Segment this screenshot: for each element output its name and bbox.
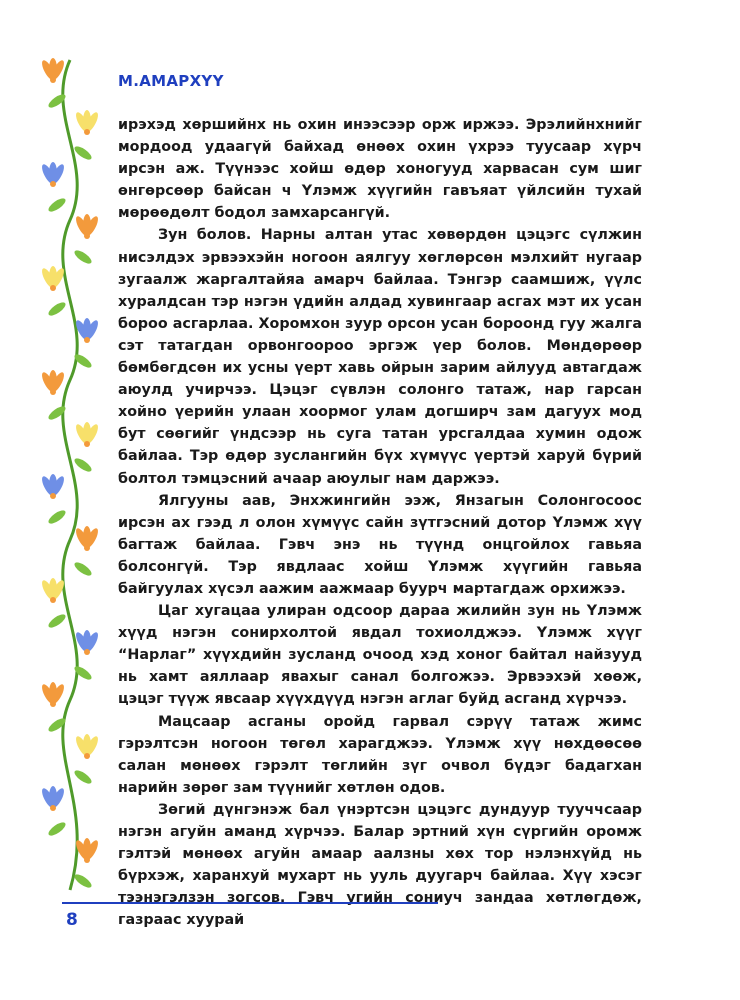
flower-icon [40,578,67,603]
flower-icon [40,474,67,499]
paragraph: Зун болов. Нарны алтан утас хөвөрдөн цэцэгс сүлжин нисэлдэх эрвээхэйн ногоон аялгуу хөглөрсөн мэлхийт нугаар зугаалж жаргалтайяа амарч байлаа. Тэнгэр саамшиж, үүлс хуралдсан тэр нэгэн үдийн алдад хувингаар асгах мэт их усан бороо асгарлаа. Хоромхон зуур орсон усан бороонд гуу жалга сэт татагдан орвонгоороо эргэж үер болов. Мөндөрөөр бөмбөгдсөн их усны үерт хавь ойрын зарим айлууд автагдаж аюулд учирчээ. Цэцэг сүвлэн солонго татаж, нар гарсан хойно үерийн улаан хоормог улам догширч зам дагуух мод бут сөөгийг үндсээр нь суга татан урсгалдаа хумин одож байлаа. Тэр өдөр зуслангийн бүх хүмүүс үертэй харуй бүрий болтол тэмцэсний ачаар аюулыг нам даржээ. [118,227,642,487]
leaf-icon [47,820,68,838]
leaf-icon [47,508,68,526]
flower-icon [74,214,101,239]
leaf-icon [73,560,94,578]
paragraph: ирэхэд хөршийнх нь охин инээсээр орж иржээ. Эрэлийнхнийг мордоод удаагүй байхад өнөөх охин үхрээ туусаар хүрч ирсэн аж. Түүнээс хойш өдөр хоногууд харвасан сум шиг өнгөрсөөр байсан ч Үлэмж хүүгийн гавъяат үйлсийн тухай мөрөөдөлт бодол замхарсангүй. [118,117,642,222]
flower-icon [40,370,67,395]
leaf-icon [47,612,68,630]
leaf-icon [73,768,94,786]
leaf-icon [47,300,68,318]
flower-icon [40,682,67,707]
author-header: М.АМАРХҮҮ [118,72,224,90]
page-number: 8 [66,910,78,930]
paragraph: Зөгий дүнгэнэж бал үнэртсэн цэцэгс дундуур тууччсаар нэгэн агуйн аманд хүрчээ. Балар эртний хүн сүргийн оромж гэлтэй мөнөөх агуйн амаар аалзны хөх тор нэлэнхүйд нь бүрхэж, харанхуй мухарт нь ууль дуугарч байлаа. Хүү хэсэг тээнэгэлзэн зогсов. Гэвч угийн сониуч зандаа хөтлөгдөж, газраас хуурай [118,801,642,929]
paragraph: Цаг хугацаа улиран одсоор дараа жилийн зун нь Үлэмж хүүд нэгэн сонирхолтой явдал тохиолджээ. Үлэмж хүүг “Нарлаг” хүүхдийн зусланд очоод хэд хоног байтал найзууд нь хамт аяллаар явахыг санал болгожээ. Эрвээхэй хөөж, цэцэг түүж явсаар хүүхдүүд нэгэн аглаг буйд асганд хүрчээ. [118,603,642,708]
paragraph: Мацсаар асганы оройд гарвал сэрүү татаж жимс гэрэлтсэн ногоон төгөл харагджээ. Үлэмж хүү нөхдөөсөө салан мөнөөх гэрэлт төглийн зүг очвол бүдэг бадагхан нарийн зөрөг зам түүнийг хөтлөн одов. [118,713,642,796]
flower-vine-border [35,55,105,895]
leaf-icon [73,872,94,890]
flower-icon [40,162,67,187]
leaf-icon [47,196,68,214]
flower-icon [74,734,101,759]
flower-icon [74,526,101,551]
flower-icon [40,266,67,291]
footer-divider [62,902,438,904]
flower-icon [40,58,67,83]
leaf-icon [73,248,94,266]
flower-icon [74,422,101,447]
leaf-icon [73,456,94,474]
story-text [118,114,642,931]
flower-icon [74,110,101,135]
flower-icon [40,786,67,811]
paragraph: Ялгууны аав, Энхжингийн ээж, Янзагын Солонгосоос ирсэн ах гээд л олон хүмүүс сайн зүтгэсний дотор Үлэмж хүү багтаж байлаа. Гэвч энэ нь түүнд онцгойлох гавьяа болсонгүй. Тэр явдлаас хойш Үлэмж хүүгийн гавьяа байгуулах хүсэл аажим аажмаар буурч мартагдаж орхижээ. [118,492,642,597]
